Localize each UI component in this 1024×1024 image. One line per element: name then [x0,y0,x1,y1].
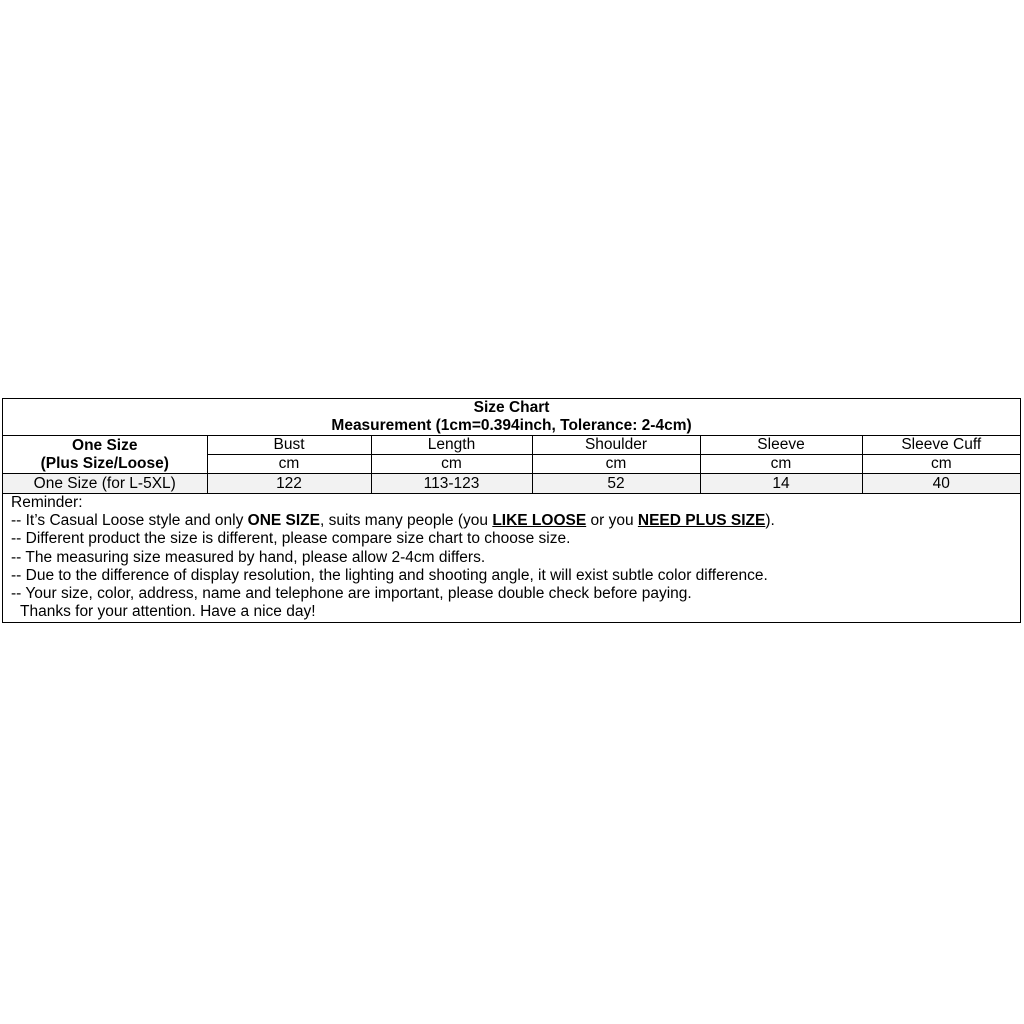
reminder-line-one-size [11,512,1020,530]
reminder-heading: Reminder: [11,494,83,511]
row-label: One Size (for L-5XL) [3,474,207,494]
reminder-line-measuring: -- The measuring size measured by hand, please allow 2-4cm differs. [11,548,486,566]
unit-cell: cm [207,455,371,474]
value-sleeve-cuff: 40 [862,474,1020,494]
thanks-line: Thanks for your attention. Have a nice day! [20,603,316,621]
value-shoulder: 52 [532,474,700,494]
table-row [3,474,1020,494]
reminder-line-color: -- Due to the difference of display resolution, the lighting and shooting angle, it will exist subtle color difference. [11,566,768,584]
unit-cell: cm [862,455,1020,474]
chart-title-cell [3,399,1020,436]
one-size-emphasis: ONE SIZE [247,512,320,530]
reminder-text: , suits many people (you [320,512,493,530]
size-label-line1: One Size [72,436,138,454]
reminder-text: or you [586,512,638,530]
unit-cell: cm [371,455,532,474]
unit-cell: cm [532,455,700,474]
reminder-section [3,494,1020,622]
need-plus-size-emphasis: NEED PLUS SIZE [637,512,766,530]
reminder-text: ). [765,512,775,530]
size-chart-table [3,399,1020,494]
chart-title: Size Chart [473,399,550,416]
reminder-line-check: -- Your size, color, address, name and telephone are important, please double check before paying. [11,585,692,603]
column-header-bust: Bust [207,436,371,455]
column-header-sleeve: Sleeve [700,436,862,455]
value-sleeve: 14 [700,474,862,494]
value-bust: 122 [207,474,371,494]
header-row [3,436,1020,455]
column-header-sleeve-cuff: Sleeve Cuff [862,436,1020,455]
unit-cell: cm [700,455,862,474]
reminder-line-compare: -- Different product the size is different, please compare size chart to choose size. [11,530,571,548]
like-loose-emphasis: LIKE LOOSE [492,512,587,530]
size-label-cell [3,436,207,474]
measurement-note: Measurement (1cm=0.394inch, Tolerance: 2-4cm) [331,417,692,434]
column-header-length: Length [371,436,532,455]
column-header-shoulder: Shoulder [532,436,700,455]
size-label-line2: (Plus Size/Loose) [40,454,169,472]
title-row [3,399,1020,436]
size-chart-document [2,398,1021,623]
value-length: 113-123 [371,474,532,494]
reminder-text: -- It’s Casual Loose style and only [11,512,248,530]
